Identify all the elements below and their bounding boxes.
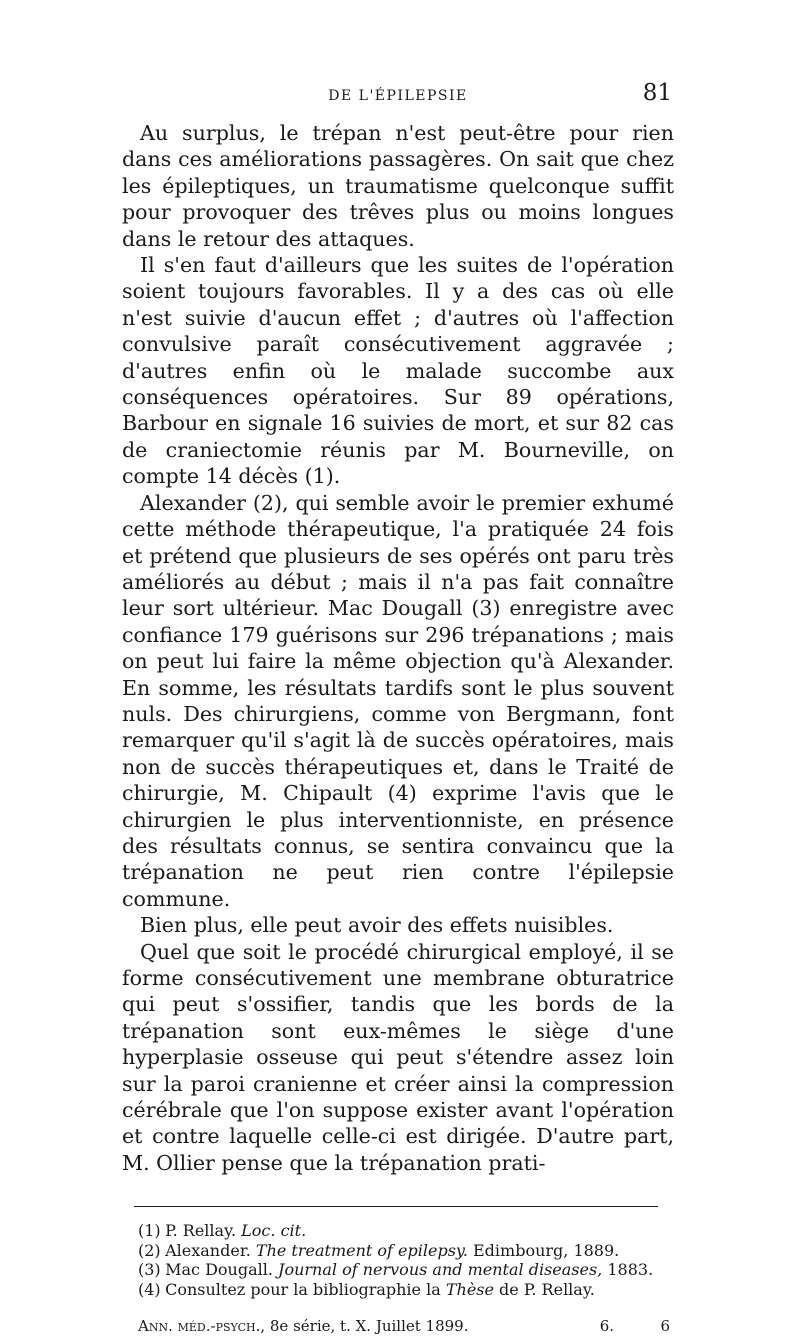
footnote-text: P. Rellay. [165,1221,237,1241]
footnote-reference: The treatment of epilepsy. [255,1240,468,1260]
footnote-number: (3) [138,1260,161,1280]
footnote-text: Consultez pour la bibliographie la [165,1279,441,1299]
footnote-tail: 1883. [602,1260,654,1280]
footnotes [122,1221,674,1299]
signature-citation [138,1317,469,1335]
paragraph: Au surplus, le trépan n'est peut-être pour rien dans ces améliorations passagères. On sait que chez les épileptiques, un traumatisme quelconque suffit pour provoquer des trêves plus ou moins longues dans le retour des attaques. [122,121,674,251]
footnote [138,1221,674,1241]
footnote-reference: Journal of nervous and mental diseases, [278,1260,603,1280]
footnote-text: Alexander. [165,1240,251,1260]
page-header [122,80,674,120]
footnote-tail: de P. Rellay. [493,1279,595,1299]
paragraph: Quel que soit le procédé chirurgical employé, il se forme consécutivement une membrane obturatrice qui peut s'ossifier, tandis que les bords de la trépanation sont eux-mêmes le siège d'une hyperplasie osseuse qui peut s'étendre assez loin sur la paroi cranienne et créer ainsi la compression cérébrale que l'on suppose exister avant l'opération et contre laquelle celle-ci est dirigée. D'autre part, M. Ollier pense que la trépanation prati- [122,939,674,1175]
document-page [122,80,674,1337]
page-number: 81 [642,80,672,106]
running-head: DE L'ÉPILEPSIE [328,88,468,104]
signature-mark: 6. [599,1317,614,1336]
body-text [122,120,674,1176]
footnote [138,1280,674,1300]
signature-mark: 6 [660,1317,670,1336]
footnote-reference: Thèse [445,1279,494,1299]
footnote [138,1241,674,1261]
printer-signature [122,1317,674,1337]
footnote-reference: Loc. cit. [241,1221,307,1241]
footnote-tail: Edimbourg, 1889. [467,1240,620,1260]
series-details: 8e série, t. X. Juillet 1899. [265,1317,469,1336]
paragraph: Alexander (2), qui semble avoir le premier exhumé cette méthode thérapeutique, l'a pratiquée 24 fois et prétend que plusieurs de ses opérés ont paru très améliorés au début ; mais il n'a pas fait connaître leur sort ultérieur. Mac Dougall (3) enregistre avec confiance 179 guérisons sur 296 trépanations ; mais on peut lui faire la même objection qu'à Alexander. En somme, les résultats tardifs sont le plus souvent nuls. Des chirurgiens, comme von Bergmann, font remarquer qu'il s'agit là de succès opératoires, mais non de succès thérapeutiques et, dans le Traité de chirurgie, M. Chipault (4) exprime l'avis que le chirurgien le plus interventionniste, en présence des résultats connus, se sentira convaincu que la trépanation ne peut rien contre l'épilepsie commune. [122,490,674,911]
footnote-text: Mac Dougall. [165,1260,273,1280]
footnote-rule [134,1206,658,1207]
paragraph: Il s'en faut d'ailleurs que les suites de l'opération soient toujours favorables. Il y a des cas où elle n'est suivie d'aucun effet ; d'autres où l'affection convulsive paraît consécutivement aggravée ; d'autres enfin où le malade succombe aux conséquences opératoires. Sur 89 opérations, Barbour en signale 16 suivies de mort, et sur 82 cas de craniectomie réunis par M. Bourneville, on compte 14 décès (1). [122,253,674,489]
footnote-number: (4) [138,1279,161,1299]
paragraph: Bien plus, elle peut avoir des effets nuisibles. [140,913,614,938]
footnote-number: (1) [138,1221,161,1241]
footnote [138,1260,674,1280]
footnote-number: (2) [138,1240,161,1260]
journal-abbreviation: Ann. méd.-psych., [138,1317,266,1336]
